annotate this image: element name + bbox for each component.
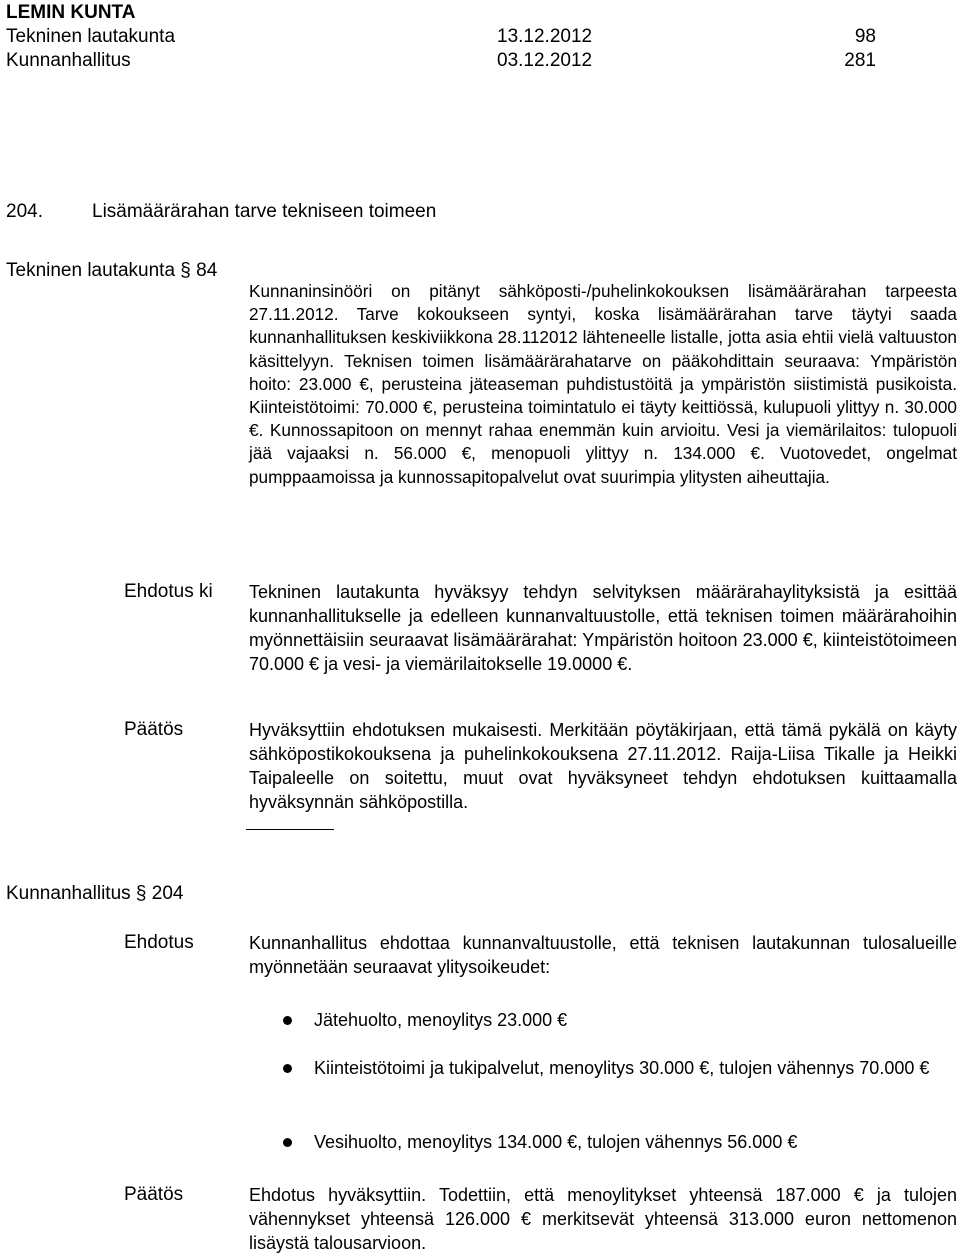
municipal-board-heading: Kunnanhallitus § 204	[6, 883, 184, 904]
technical-board-proposal-text: Tekninen lautakunta hyväksyy tehdyn selvityksen määrärahaylityksistä ja esittää kunnanhallitukselle ja edelleen kunnanvaltuustolle, että teknisen toimen määrärahoihin myönnettäisiin seuraavat lisämäärärahat: Ympäristön hoitoon 23.000 €, kiinteistötoimeen 70.000 € ja vesi- ja viemärilaitokselle 19.0000 €.	[249, 582, 957, 674]
header-page-number: 98	[854, 26, 876, 47]
header-body-name: Tekninen lautakunta	[6, 26, 176, 47]
decision-label: Päätös	[124, 719, 184, 740]
municipal-board-proposal-text: Kunnanhallitus ehdottaa kunnanvaltuustolle, että teknisen lautakunnan tulosalueille myönnetään seuraavat ylitysoikeudet:	[249, 933, 957, 977]
header-page-number: 281	[844, 50, 876, 71]
technical-board-decision-text: Hyväksyttiin ehdotuksen mukaisesti. Merkitään pöytäkirjaan, että tämä pykälä on käyty sähköpostikokouksena ja puhelinkokouksena 27.11.2012. Raija-Liisa Tikalle ja Heikki Taipaleelle on soitettu, muut ovat hyväksyneet tehdyn ehdotuksen kuittaamalla hyväksynnän sähköpostilla.	[249, 720, 957, 812]
header-body-name: Kunnanhallitus	[6, 50, 131, 71]
section-title	[6, 200, 436, 224]
proposal-label: Ehdotus ki	[124, 581, 213, 602]
section-divider	[246, 829, 334, 830]
decision-label: Päätös	[124, 1184, 184, 1205]
bullet-icon	[283, 1016, 292, 1025]
organization-name: LEMIN KUNTA	[6, 2, 136, 23]
list-item-text: Vesihuolto, menoylitys 134.000 €, tulojen vähennys 56.000 €	[314, 1132, 798, 1152]
overrun-list	[283, 1130, 957, 1154]
section-number: 204.	[6, 201, 43, 222]
list-item-text: Jätehuolto, menoylitys 23.000 €	[314, 1010, 568, 1030]
proposal-label: Ehdotus	[124, 932, 194, 953]
list-item-text: Kiinteistötoimi ja tukipalvelut, menoylitys 30.000 €, tulojen vähennys 70.000 €	[314, 1058, 930, 1078]
list-item	[283, 1056, 957, 1080]
list-item	[283, 1008, 957, 1032]
municipal-board-decision-text: Ehdotus hyväksyttiin. Todettiin, että menoylitykset yhteensä 187.000 € ja tulojen vähennykset yhteensä 126.000 € merkitsevät yhteensä 313.000 euron nettomenon lisäystä talousarvioon.	[249, 1185, 957, 1253]
header-date: 03.12.2012	[497, 50, 593, 71]
list-item	[283, 1130, 957, 1154]
header-date: 13.12.2012	[497, 26, 593, 47]
technical-board-text: Kunnaninsinööri on pitänyt sähköposti-/puhelinkokouksen lisämäärärahan tarpeesta 27.11.2012. Tarve kokoukseen syntyi, koska lisämäärärahan tarve täytyi saada kunnanhallituksen keskiviikkona 28.112012 lähteneelle listalle, jotta asia ehtii vielä valtuuston käsittelyyn. Teknisen toimen lisämäärärahatarve on pääkohdittain seuraava: Ympäristön hoito: 23.000 €, perusteina jäteaseman puhdistustöitä ja ympäristön siistimistä pusikoista. Kiinteistötoimi: 70.000 €, perusteina toimintatulo ei täyty keittiössä, kulupuoli ylittyy n. 30.000 €. Kunnossapitoon on mennyt rahaa enemmän kuin arvioitu. Vesi ja viemärilaitos: tulopuoli jää vajaaksi n. 56.000 €, menopuoli ylittyy n. 134.000 €. Vuotovedet, ongelmat pumppaamoissa ja kunnossapitopalvelut ovat suurimpia ylitysten aiheuttajia.	[249, 281, 957, 487]
section-title-text: Lisämäärärahan tarve tekniseen toimeen	[92, 201, 437, 222]
bullet-icon	[283, 1138, 292, 1147]
overrun-list	[283, 1056, 957, 1080]
bullet-icon	[283, 1064, 292, 1073]
overrun-list	[283, 1008, 957, 1032]
technical-board-heading: Tekninen lautakunta § 84	[6, 260, 218, 281]
